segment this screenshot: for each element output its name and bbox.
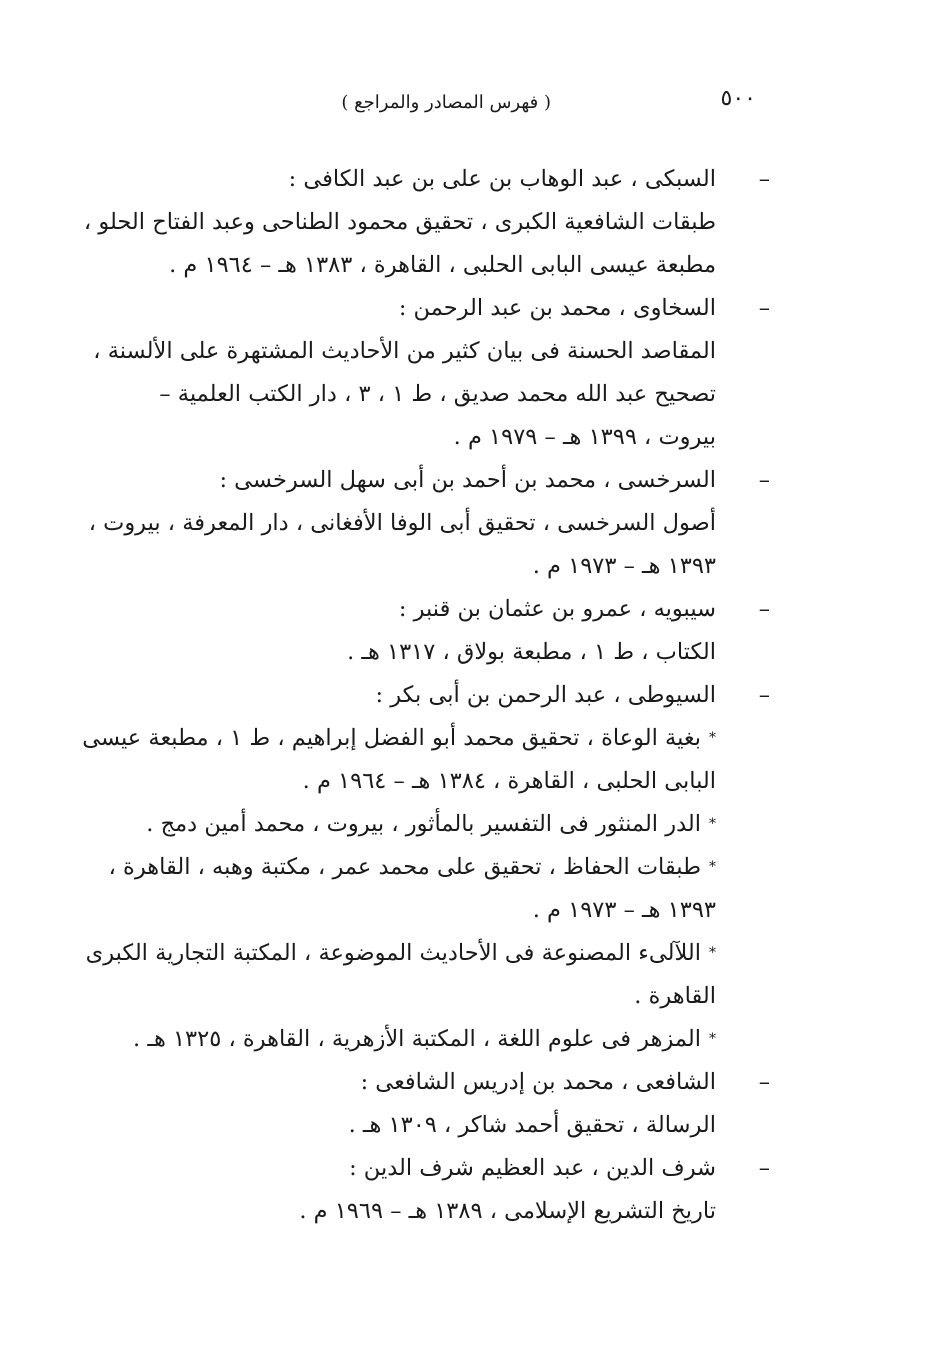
author-text: السرخسى ، محمد بن أحمد بن أبى سهل السرخسى : — [219, 467, 716, 493]
entry-line: المقاصد الحسنة فى بيان كثير من الأحاديث المشتهرة على الألسنة ، — [93, 338, 716, 364]
running-head: ( فهرس المصادر والمراجع ) — [341, 92, 551, 113]
asterisk-bullet: * — [709, 730, 716, 746]
bibliography-list — [82, 158, 770, 1233]
bibliography-entry — [120, 1061, 770, 1147]
work-item-line — [82, 717, 770, 760]
bibliography-entry — [93, 287, 770, 459]
work-item-line — [108, 846, 770, 889]
entry-author — [120, 287, 770, 330]
work-item-line — [120, 803, 770, 846]
work-text: اللآلىء المصنوعة فى الأحاديث الموضوعة ، المكتبة التجارية الكبرى — [85, 940, 701, 966]
bibliography-entry — [120, 588, 770, 674]
author-text: السبكى ، عبد الوهاب بن على بن عبد الكافى : — [288, 166, 716, 192]
entry-line: تصحيح عبد الله محمد صديق ، ط ١ ، ٣ ، دار الكتب العلمية – — [159, 381, 716, 407]
entry-line: بيروت ، ١٣٩٩ هـ – ١٩٧٩ م . — [453, 424, 716, 450]
work-item-line — [85, 932, 770, 975]
work-item-line — [120, 1018, 770, 1061]
asterisk-bullet: * — [709, 816, 716, 832]
entry-dash: – — [758, 1155, 770, 1181]
page-header — [110, 86, 756, 120]
asterisk-bullet: * — [709, 859, 716, 875]
entry-dash: – — [758, 295, 770, 321]
entry-line: أصول السرخسى ، تحقيق أبى الوفا الأفغانى ، دار المعرفة ، بيروت ، — [88, 510, 716, 536]
asterisk-bullet: * — [709, 945, 716, 961]
entry-author — [120, 588, 770, 631]
entry-dash: – — [758, 166, 770, 192]
entry-line: الكتاب ، ط ١ ، مطبعة بولاق ، ١٣١٧ هـ . — [347, 639, 716, 665]
entry-dash: – — [758, 1069, 770, 1095]
author-text: شرف الدين ، عبد العظيم شرف الدين : — [349, 1155, 716, 1181]
work-text: الدر المنثور فى التفسير بالمأثور ، بيروت ، محمد أمين دمج . — [146, 811, 701, 837]
bibliography-entry — [82, 674, 770, 1061]
entry-author — [120, 459, 770, 502]
entry-line: تاريخ التشريع الإسلامى ، ١٣٨٩ هـ – ١٩٦٩ م . — [299, 1198, 716, 1224]
entry-line: ١٣٩٣ هـ – ١٩٧٣ م . — [532, 553, 716, 579]
entry-author — [120, 674, 770, 717]
author-text: الشافعى ، محمد بن إدريس الشافعى : — [360, 1069, 716, 1095]
asterisk-bullet: * — [709, 1031, 716, 1047]
bibliography-entry — [120, 1147, 770, 1233]
author-text: سيبويه ، عمرو بن عثمان بن قنبر : — [398, 596, 716, 622]
author-text: السيوطى ، عبد الرحمن بن أبى بكر : — [375, 682, 716, 708]
entry-line: طبقات الشافعية الكبرى ، تحقيق محمود الطناحى وعبد الفتاح الحلو ، — [83, 209, 716, 235]
work-text: طبقات الحفاظ ، تحقيق على محمد عمر ، مكتبة وهبه ، القاهرة ، — [108, 854, 701, 880]
bibliography-entry — [83, 158, 770, 287]
entry-author — [120, 158, 770, 201]
work-item-line: ١٣٩٣ هـ – ١٩٧٣ م . — [532, 897, 716, 923]
entry-dash: – — [758, 467, 770, 493]
work-text: بغية الوعاة ، تحقيق محمد أبو الفضل إبراهيم ، ط ١ ، مطبعة عيسى — [82, 725, 701, 751]
entry-dash: – — [758, 682, 770, 708]
work-item-line: القاهرة . — [634, 983, 716, 1009]
bibliography-entry — [88, 459, 770, 588]
work-text: المزهر فى علوم اللغة ، المكتبة الأزهرية ، القاهرة ، ١٣٢٥ هـ . — [133, 1026, 701, 1052]
entry-author — [120, 1147, 770, 1190]
work-item-line: البابى الحلبى ، القاهرة ، ١٣٨٤ هـ – ١٩٦٤ م . — [302, 768, 716, 794]
entry-author — [120, 1061, 770, 1104]
entry-dash: – — [758, 596, 770, 622]
entry-line: مطبعة عيسى البابى الحلبى ، القاهرة ، ١٣٨٣ هـ – ١٩٦٤ م . — [169, 252, 716, 278]
author-text: السخاوى ، محمد بن عبد الرحمن : — [398, 295, 716, 321]
entry-line: الرسالة ، تحقيق أحمد شاكر ، ١٣٠٩ هـ . — [348, 1112, 716, 1138]
page-number: ٥٠٠ — [720, 86, 756, 111]
